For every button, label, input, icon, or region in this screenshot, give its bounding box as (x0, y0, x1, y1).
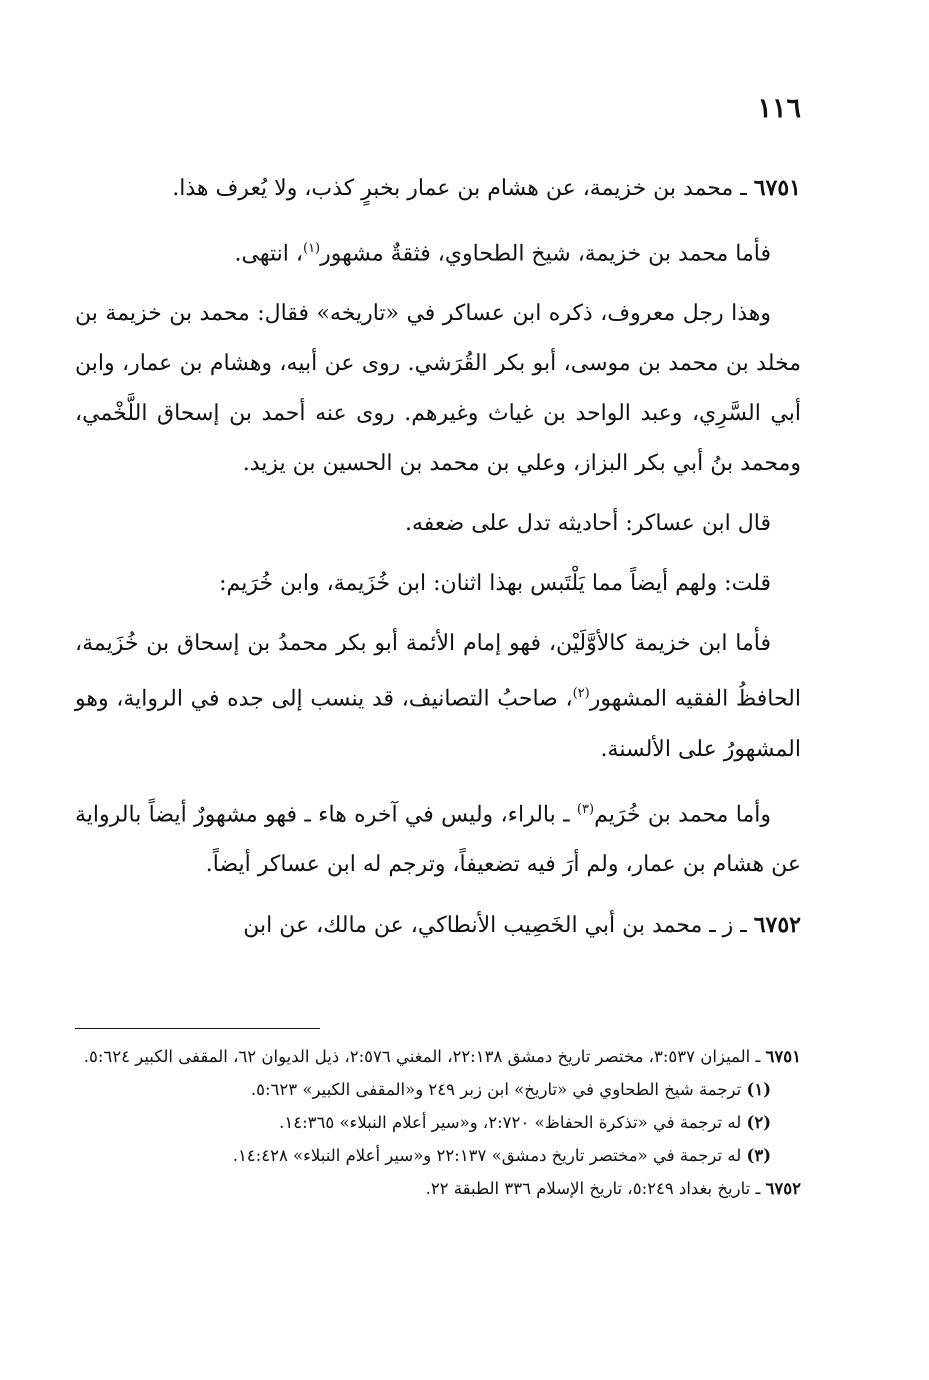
footnote-2 (75, 1106, 801, 1139)
footnote-number: ٦٧٥١ (765, 1047, 801, 1066)
paragraph-text: فأما محمد بن خزيمة، شيخ الطحاوي، فثقةٌ مشهور (320, 241, 771, 267)
footnote-text: ـ الميزان ٣:٥٣٧، مختصر تاريخ دمشق ٢٢:١٣٨، المغني ٢:٥٧٦، ذيل الديوان ٦٢، المقفى الكبير ٥:٦٢٤. (83, 1047, 761, 1066)
paragraph-3: قال ابن عساكر: أحاديثه تدل على ضعفه. (404, 511, 771, 537)
footnote-number: (٢) (746, 1113, 771, 1132)
footnote-number: (١) (746, 1080, 771, 1099)
entry-number: ٦٧٥١ (753, 175, 801, 201)
footnote-source-6751 (75, 1040, 801, 1073)
footnote-3 (75, 1139, 801, 1172)
paragraph-5 (75, 619, 801, 774)
paragraph-4: قلت: ولهم أيضاً مما يَلْتَبس بهذا اثنان: ابن خُزَيمة، وابن خُرَيم: (219, 571, 771, 597)
book-page (75, 95, 801, 1300)
page-number: ١١٦ (757, 93, 801, 124)
paragraph-2: وهذا رجل معروف، ذكره ابن عساكر في «تاريخه» فقال: محمد بن خزيمة بن مخلد بن محمد بن موسى، أبو بكر القُرَشي. روى عن أبيه، وهشام بن عمار، وابن أبي السَّرِي، وعبد الواحد بن غياث وغيرهم. روى عنه أحمد بن إسحاق اللَّخْمي، ومحمد بنُ أبي بكر البزاز، وعلي بن محمد بن الحسين بن يزيد. (75, 301, 801, 477)
paragraph-text: فأما ابن خزيمة كالأوَّلَيْن، فهو إمام الأئمة أبو بكر محمدُ بن إسحاق بن خُزَيمة، الحافظُ الفقيه المشهور (75, 631, 802, 712)
footnote-ref-2: (٢) (572, 686, 590, 702)
footnote-ref-3: (٣) (576, 801, 595, 817)
paragraph-text: وأما محمد بن خُرَيم (594, 801, 772, 827)
footnotes (75, 1040, 801, 1205)
entry-6752 (75, 900, 801, 951)
footnote-source-6752 (75, 1172, 801, 1205)
footnote-number: (٣) (746, 1146, 771, 1165)
paragraph-text: ، انتهى. (234, 241, 303, 267)
paragraph-1 (75, 224, 801, 279)
footnote-text: له ترجمة في «تذكرة الحفاظ» ٢:٧٢٠، و«سير أعلام النبلاء» ١٤:٣٦٥. (279, 1113, 742, 1132)
entry-6751 (75, 163, 801, 214)
entry-text: ـ ز ـ محمد بن أبي الخَصِيب الأنطاكي، عن مالك، عن ابن (243, 912, 747, 938)
footnote-1 (75, 1073, 801, 1106)
paragraph-6 (75, 785, 801, 890)
entry-text: ـ محمد بن خزيمة، عن هشام بن عمار بخبرٍ كذب، ولا يُعرف هذا. (172, 176, 747, 201)
footnote-text: له ترجمة في «مختصر تاريخ دمشق» ٢٢:١٣٧ و«سير أعلام النبلاء» ١٤:٤٢٨. (232, 1146, 742, 1165)
main-text (75, 163, 801, 961)
footnote-number: ٦٧٥٢ (765, 1179, 801, 1198)
entry-number: ٦٧٥٢ (753, 911, 801, 938)
footnote-text: ترجمة شيخ الطحاوي في «تاريخ» ابن زبر ٢٤٩ و«المقفى الكبير» ٥:٦٢٣. (250, 1080, 742, 1099)
footnote-ref-1: (١) (302, 241, 321, 256)
paragraph-text: ، صاحبُ التصانيف، قد ينسب إلى جده في الرواية، وهو المشهورُ على الألسنة. (75, 686, 801, 762)
footnote-separator (75, 1028, 320, 1029)
paragraph-text: ـ بالراء، وليس في آخره هاء ـ فهو مشهورٌ أيضاً بالرواية عن هشام بن عمار، ولم أرَ فيه تضعيفاً، وترجم له ابن عساكر أيضاً. (75, 801, 801, 877)
footnote-text: ـ تاريخ بغداد ٥:٢٤٩، تاريخ الإسلام ٣٣٦ الطبقة ٢٢. (425, 1179, 761, 1198)
